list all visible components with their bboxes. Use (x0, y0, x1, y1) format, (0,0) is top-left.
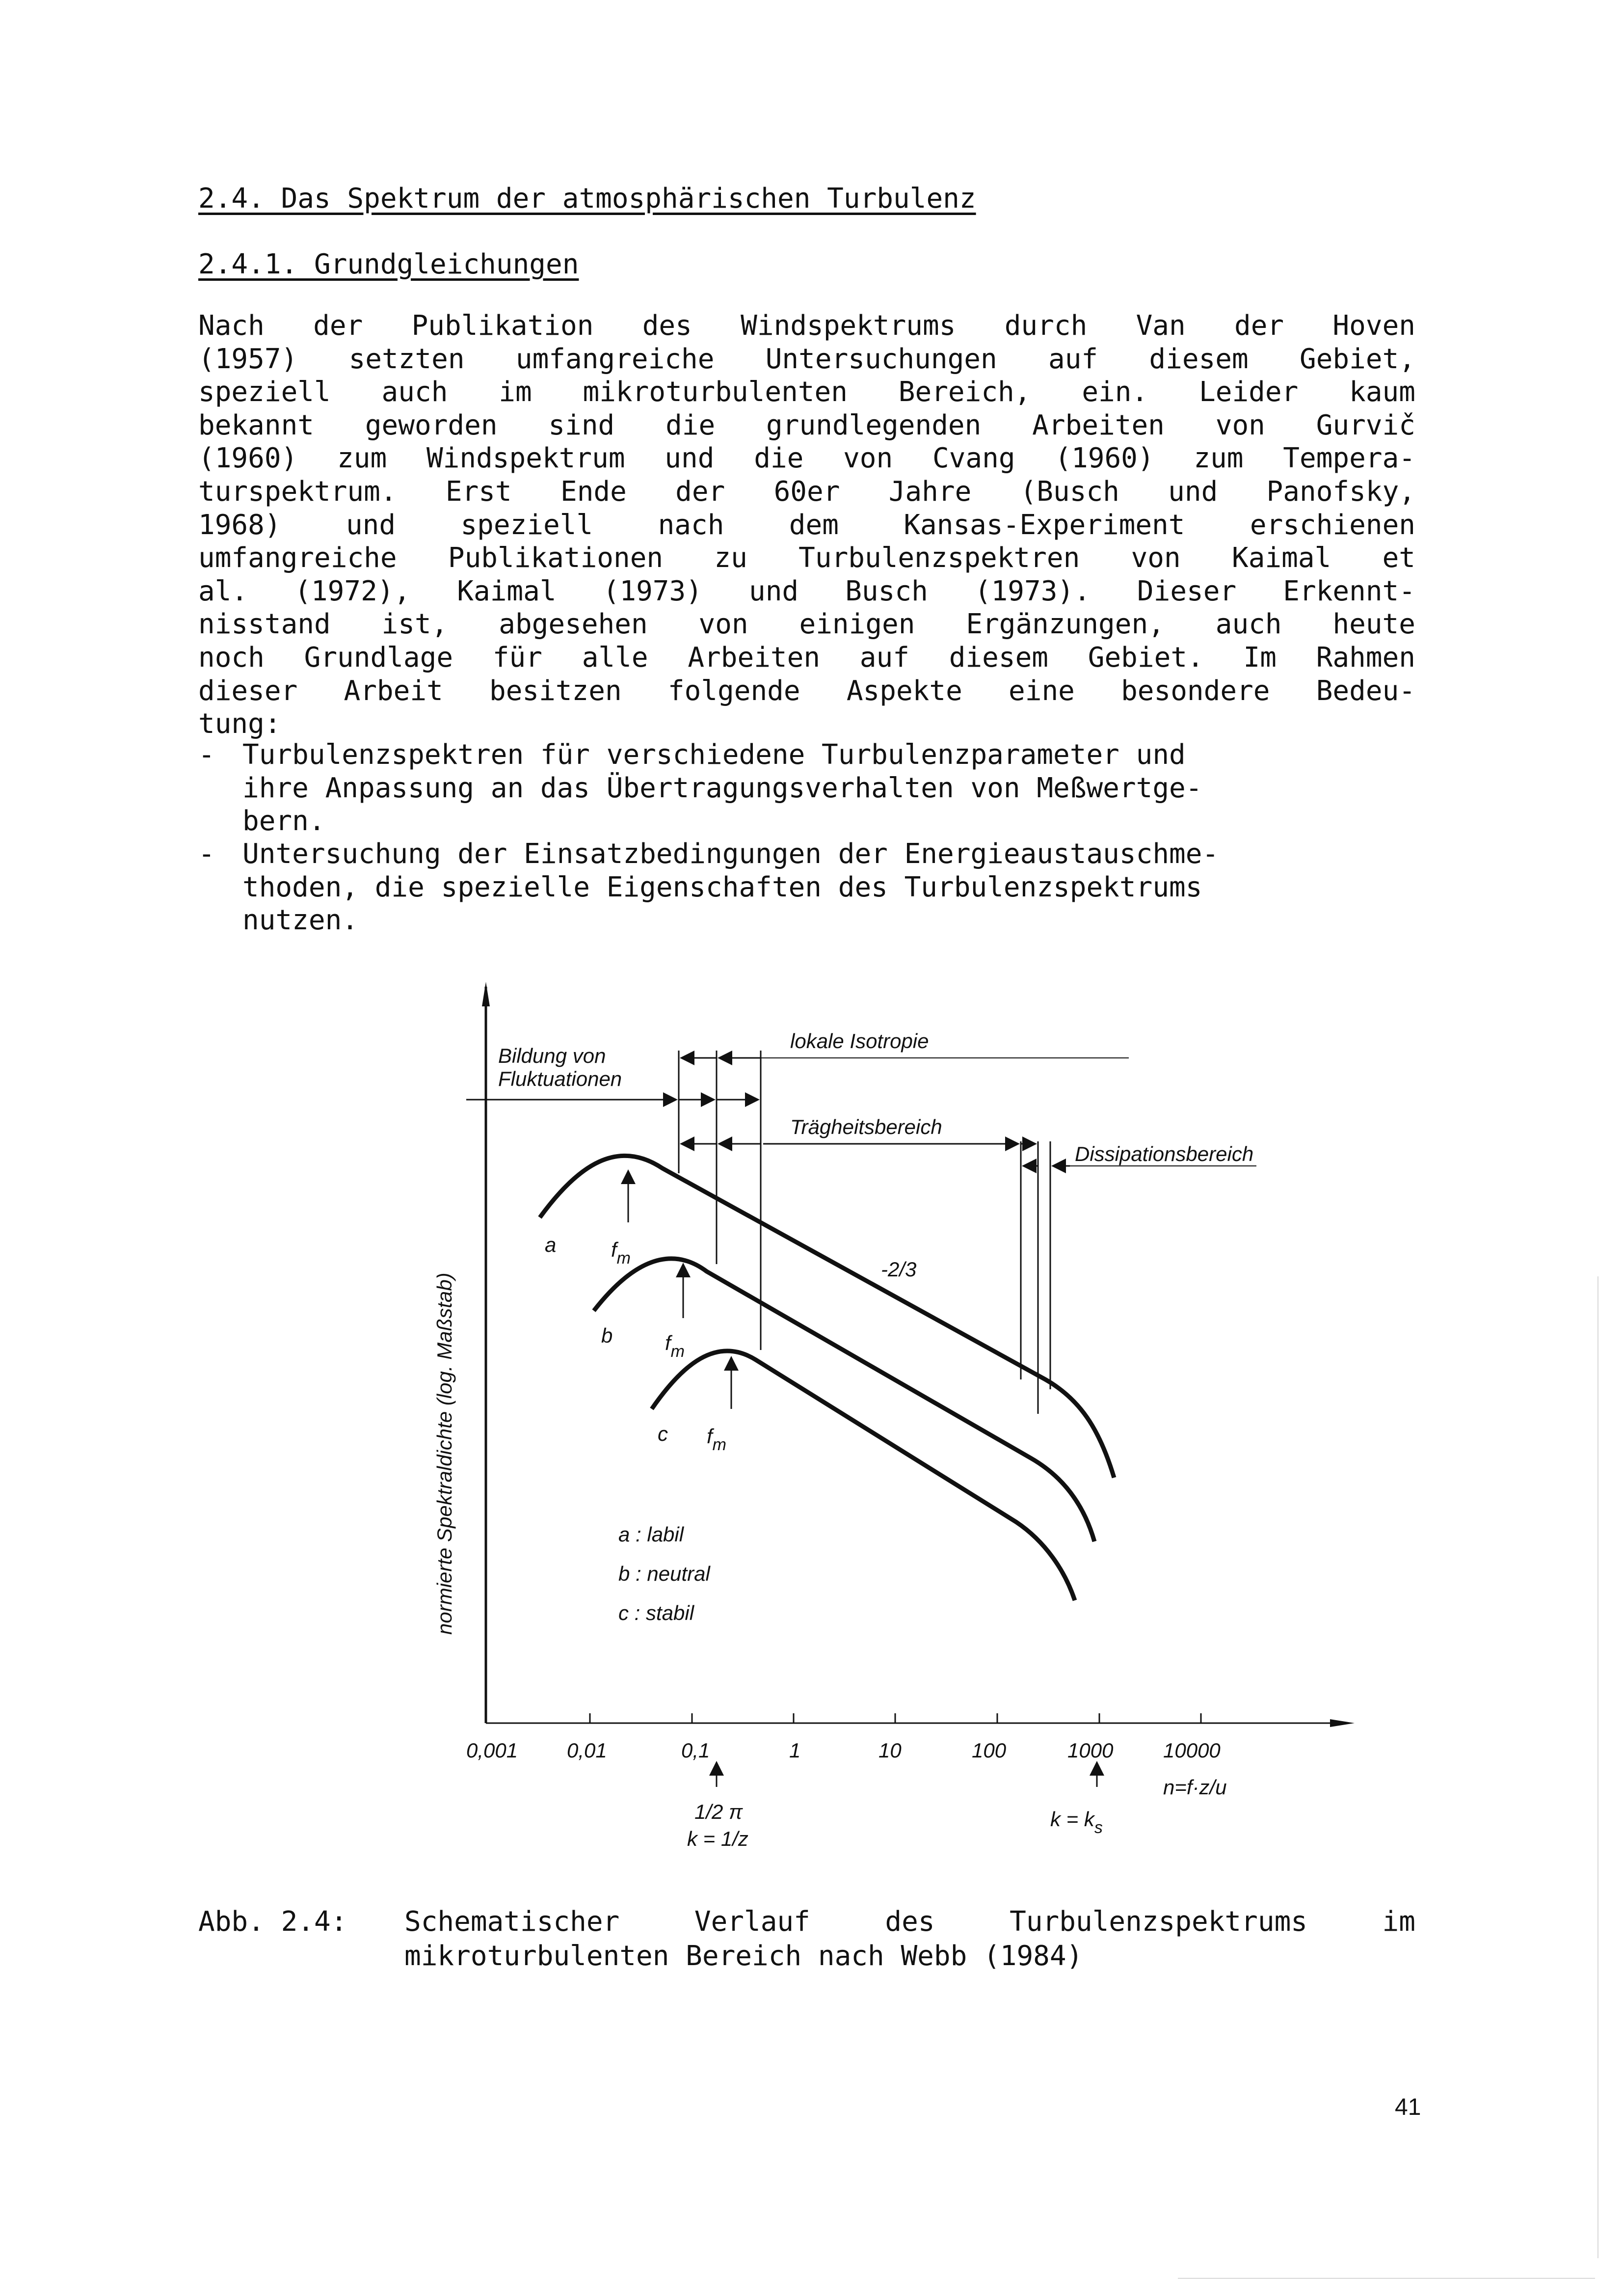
dissipation-label: Dissipationsbereich (1075, 1142, 1254, 1165)
peak-label-a: $f_m$ (611, 1238, 631, 1268)
fluctuation-label-1: Bildung von (498, 1044, 606, 1067)
inertial-label: Trägheitsbereich (790, 1115, 942, 1138)
x-tick-label: 0,01 (567, 1739, 607, 1762)
y-axis-label: normierte Spektraldichte (log. Maßstab) (433, 1272, 456, 1635)
marker-left-label-2: k = 1/z (687, 1827, 748, 1850)
bullet-line: Untersuchung der Einsatzbedingungen der Energieaustauschme- (242, 838, 1219, 870)
x-tick-label: 1000 (1067, 1739, 1114, 1762)
x-tick-label: 1 (789, 1739, 801, 1762)
fluctuation-label-2: Fluktuationen (498, 1067, 622, 1090)
x-tick-label: 10 (878, 1739, 902, 1762)
x-tick-label: 0,1 (681, 1739, 710, 1762)
slope-label: -2/3 (881, 1258, 917, 1281)
marker-left-label-1: 1/2 π (694, 1800, 743, 1823)
paragraph-line: nisstand ist, abgesehen von einigen Ergänzungen, auch heute (198, 608, 1415, 641)
bullet-line: thoden, die spezielle Eigenschaften des Turbulenzspektrums (242, 871, 1202, 903)
peak-label-b: $f_m$ (665, 1331, 685, 1361)
paragraph-line: turspektrum. Erst Ende der 60er Jahre (Busch und Panofsky, (198, 475, 1415, 508)
curve-label-b: b (601, 1324, 613, 1347)
paragraph-line: Nach der Publikation des Windspektrums durch Van der Hoven (198, 310, 1415, 342)
body-paragraph (198, 309, 1415, 741)
x-tick-label: 100 (972, 1739, 1007, 1762)
turbulence-spectrum-figure (422, 977, 1355, 1851)
paragraph-line: tung: (198, 708, 281, 740)
paragraph-line: (1960) zum Windspektrum und die von Cvang (1960) zum Tempera- (198, 442, 1415, 475)
curve-label-a: a (545, 1233, 557, 1256)
scan-edge-line (1178, 2278, 1595, 2279)
scan-edge-line (1597, 1276, 1598, 2258)
paragraph-line: (1957) setzten umfangreiche Untersuchungen auf diesem Gebiet, (198, 343, 1415, 375)
paragraph-line: al. (1972), Kaimal (1973) und Busch (1973). Dieser Erkennt- (198, 575, 1415, 607)
bullet-dash: - (198, 838, 215, 870)
caption-line: mikroturbulenten Bereich nach Webb (1984) (404, 1940, 1083, 1972)
peak-label-c: $f_m$ (707, 1425, 726, 1454)
curve-b (594, 1259, 1094, 1541)
curve-a (540, 1156, 1114, 1478)
bullet-line: Turbulenzspektren für verschiedene Turbulenzparameter und (242, 739, 1186, 771)
x-axis-arrow-icon (1330, 1719, 1355, 1727)
paragraph-line: 1968) und speziell nach dem Kansas-Experiment erschienen (198, 509, 1415, 541)
legend-item-b: b : neutral (618, 1562, 710, 1585)
paragraph-line: dieser Arbeit besitzen folgende Aspekte eine besondere Bedeu- (198, 675, 1415, 707)
bullet-line: nutzen. (242, 904, 359, 937)
y-axis-arrow-icon (482, 982, 490, 1006)
paragraph-line: umfangreiche Publikationen zu Turbulenzspektren von Kaimal et (198, 542, 1415, 574)
subsection-heading: 2.4.1. Grundgleichungen (198, 248, 579, 280)
curve-c (652, 1351, 1075, 1600)
legend-item-a: a : labil (618, 1523, 684, 1546)
paragraph-line: bekannt geworden sind die grundlegenden Arbeiten von Gurvič (198, 409, 1415, 441)
bullet-dash: - (198, 739, 215, 771)
paragraph-line: speziell auch im mikroturbulenten Bereich, ein. Leider kaum (198, 376, 1415, 408)
caption-line: Schematischer Verlauf des Turbulenzspektrums im (404, 1906, 1415, 1938)
x-tick-label: 10000 (1163, 1739, 1221, 1762)
curve-label-c: c (658, 1422, 668, 1445)
x-tick-label: 0,001 (466, 1739, 518, 1762)
page-number: 41 (1395, 2094, 1421, 2120)
isotropy-label: lokale Isotropie (790, 1029, 929, 1053)
caption-label: Abb. 2.4: (198, 1906, 347, 1938)
legend-item-c: c : stabil (618, 1601, 694, 1624)
x-axis-label: n=f·z/u (1163, 1776, 1227, 1799)
bullet-line: bern. (242, 805, 325, 837)
paragraph-line: noch Grundlage für alle Arbeiten auf diesem Gebiet. Im Rahmen (198, 641, 1415, 674)
bullet-line: ihre Anpassung an das Übertragungsverhalten von Meßwertge- (242, 772, 1202, 804)
marker-right-label: $k = k_s$ (1050, 1808, 1103, 1837)
section-heading: 2.4. Das Spektrum der atmosphärischen Turbulenz (198, 183, 976, 215)
